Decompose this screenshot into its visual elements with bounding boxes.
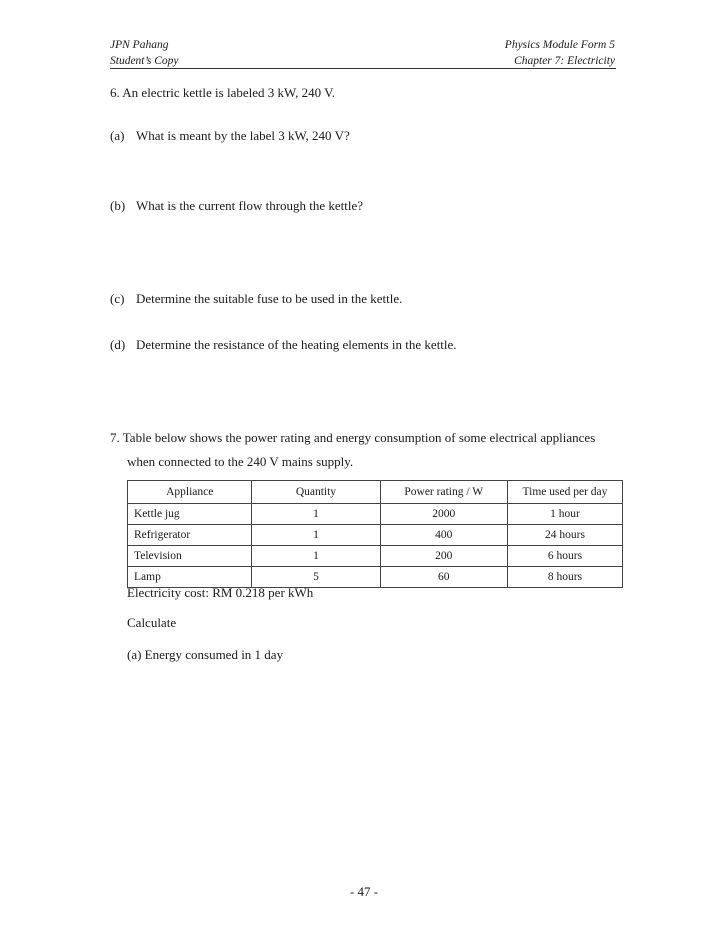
q6-d-text: Determine the resistance of the heating elements in the kettle. [136, 337, 457, 352]
table-cell-time: 24 hours [507, 525, 622, 546]
table-cell-time: 1 hour [507, 504, 622, 525]
q7-part-a: (a) Energy consumed in 1 day [127, 647, 284, 662]
header-school: JPN Pahang [110, 39, 169, 51]
q6-part-b [110, 197, 363, 215]
table-cell-power: 60 [380, 567, 507, 588]
table-cell-time: 6 hours [507, 546, 622, 567]
header-right [470, 37, 615, 69]
appliance-table [127, 480, 623, 588]
table-cell-quantity: 1 [252, 504, 380, 525]
table-cell-power: 200 [380, 546, 507, 567]
table-cell-appliance: Television [128, 546, 252, 567]
table-header-row [128, 481, 623, 504]
table-cell-quantity: 1 [252, 525, 380, 546]
table-cell-quantity: 5 [252, 567, 380, 588]
q6-c-label: (c) [110, 291, 125, 306]
q6-c-text: Determine the suitable fuse to be used in the kettle. [136, 291, 403, 306]
q7-stem-line1: 7. Table below shows the power rating and energy consumption of some electrical appliances [110, 430, 596, 445]
header-chapter: Chapter 7: Electricity [514, 55, 615, 67]
header-copy-type: Student’s Copy [110, 55, 179, 67]
table-cell-quantity: 1 [252, 546, 380, 567]
table-cell-power: 2000 [380, 504, 507, 525]
q6-d-label: (d) [110, 337, 126, 352]
table-row [128, 546, 623, 567]
table-header-appliance: Appliance [128, 481, 252, 504]
q6-stem: 6. An electric kettle is labeled 3 kW, 240 V. [110, 85, 336, 100]
q7-stem-line2: when connected to the 240 V mains supply. [127, 454, 354, 469]
table-row [128, 504, 623, 525]
q6-b-label: (b) [110, 198, 126, 213]
header-divider [110, 68, 616, 69]
q6-part-a [110, 127, 350, 145]
header-module: Physics Module Form 5 [504, 39, 615, 51]
q6-part-c [110, 290, 402, 308]
table-header-time: Time used per day [507, 481, 622, 504]
table-row [128, 525, 623, 546]
table-cell-appliance: Refrigerator [128, 525, 252, 546]
table-cell-appliance: Lamp [128, 567, 252, 588]
table-cell-time: 8 hours [507, 567, 622, 588]
q7-calculate: Calculate [127, 615, 177, 630]
header-left [110, 37, 178, 69]
page-number: - 47 - [349, 884, 379, 899]
q6-a-text: What is meant by the label 3 kW, 240 V? [136, 128, 350, 143]
table-cell-appliance: Kettle jug [128, 504, 252, 525]
table-cell-power: 400 [380, 525, 507, 546]
table-header-power: Power rating / W [380, 481, 507, 504]
table-header-quantity: Quantity [252, 481, 380, 504]
q7-electricity-cost: Electricity cost: RM 0.218 per kWh [127, 585, 314, 600]
q6-part-d [110, 336, 457, 354]
q6-b-text: What is the current flow through the kettle? [136, 198, 364, 213]
q6-a-label: (a) [110, 128, 125, 143]
